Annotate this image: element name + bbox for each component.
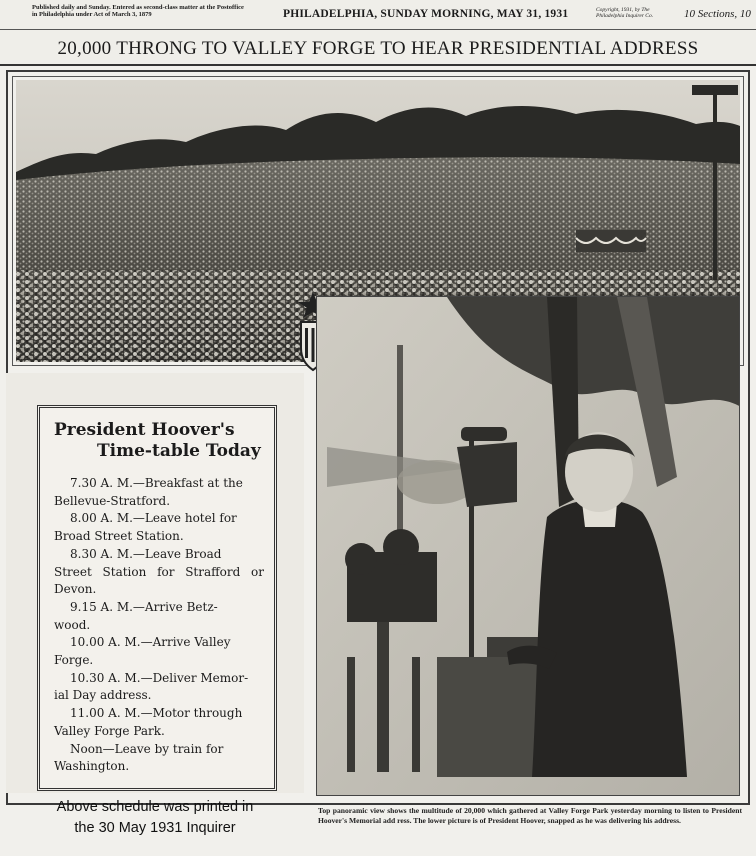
schedule-entry-rest: Street Station for Strafford or Devon.: [54, 564, 264, 597]
schedule-entry-rest: Broad Street Station.: [54, 529, 184, 544]
schedule-title: [54, 420, 264, 462]
schedule-source-note: [0, 797, 310, 839]
schedule-box: [37, 405, 277, 791]
schedule-entry-rest: ial Day address.: [54, 688, 152, 703]
copyright-note: Copyright, 1931, by The Philadelphia Inquirer Co.: [596, 7, 654, 19]
masthead: [0, 0, 756, 30]
schedule-entry: [54, 634, 264, 669]
schedule-source-line1: Above schedule was printed in: [56, 799, 254, 815]
schedule-entry: [54, 741, 264, 776]
schedule-entry: [54, 546, 264, 599]
schedule-entry-first: 7.30 A. M.—Breakfast at the: [70, 476, 243, 490]
headline-band: [0, 30, 756, 66]
schedule-entry: [54, 510, 264, 545]
sections-count: 10 Sections, 10: [684, 8, 751, 20]
schedule-source-line2: the 30 May 1931 Inquirer: [74, 820, 236, 836]
schedule-entry-first: 10.00 A. M.—Arrive Valley: [70, 635, 231, 650]
schedule-entry-first: 9.15 A. M.—Arrive Betz-: [70, 599, 218, 614]
schedule-entry-rest: Washington.: [54, 759, 130, 774]
schedule-entry: [54, 705, 264, 740]
schedule-entry-first: Noon—Leave by train for: [70, 741, 224, 756]
hoover-photo-image: [317, 297, 740, 796]
schedule-entry: [54, 670, 264, 705]
schedule-entries: [54, 475, 264, 776]
schedule-entry-first: 8.00 A. M.—Leave hotel for: [70, 511, 237, 526]
dateline: PHILADELPHIA, SUNDAY MORNING, MAY 31, 1931: [283, 8, 569, 20]
schedule-entry: [54, 475, 264, 510]
schedule-entry-first: 8.30 A. M.—Leave Broad: [70, 546, 222, 561]
schedule-entry-rest: Bellevue-Stratford.: [54, 493, 171, 508]
schedule-title-line2: Time-table Today: [97, 441, 261, 461]
schedule-entry-first: 10.30 A. M.—Deliver Memor-: [70, 670, 249, 685]
schedule-title-line1: President Hoover's: [54, 420, 235, 440]
photo-caption: Top panoramic view shows the multitude of 20,000 which gathered at Valley Forge Park yesterday morning to listen to President Hoover's Memorial add ress. The lower picture is of President Hoover, snapped as he was delivering his address.: [318, 806, 742, 825]
schedule-entry-rest: Valley Forge Park.: [54, 723, 165, 738]
schedule-entry-rest: wood.: [54, 617, 91, 632]
schedule-entry: [54, 599, 264, 634]
schedule-entry-rest: Forge.: [54, 653, 94, 668]
hoover-photo: [316, 296, 740, 796]
schedule-entry-first: 11.00 A. M.—Motor through: [70, 706, 243, 721]
page-headline: 20,000 THRONG TO VALLEY FORGE TO HEAR PRESIDENTIAL ADDRESS: [57, 38, 699, 59]
publisher-note: Published daily and Sunday. Entered as second-class matter at the Postoffice in Philadelphia under Act of March 3, 1879: [32, 4, 244, 18]
